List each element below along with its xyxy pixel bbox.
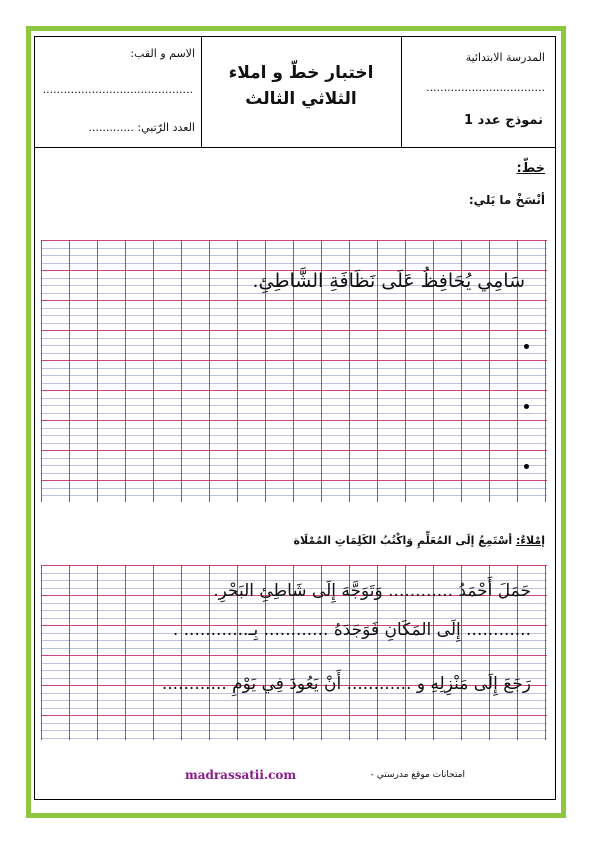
grid-column-line [237,240,238,502]
school-name-field[interactable]: .................................. [426,81,545,94]
grid-line [41,730,547,731]
grid-line [41,308,547,309]
grid-column-line [181,565,182,740]
grid-line [41,323,547,324]
dictation-line-2: ............ إِلَى المَكَانِ فَوَجَدَهُ ............ بِـ............ . [172,620,531,640]
grid-line [41,640,547,641]
grid-line [41,473,547,474]
name-label: الاسم و القب: [130,47,195,60]
grid-line [41,428,547,429]
grid-column-line [181,240,182,502]
dictation-instruction: أسْتَمِعُ إلَى المُعَلِّمِ وَاكْتُبُ الكَلِمَاتِ المُمْلَاة [293,534,517,547]
grid-line [41,488,547,489]
grid-line [41,443,547,444]
grid-line [41,450,547,451]
grid-line [41,603,547,604]
grid-line [41,618,547,619]
grid-column-line [97,565,98,740]
grid-line [41,420,547,421]
grid-line [41,248,547,249]
grid-line [41,368,547,369]
bullet-1 [524,344,529,349]
grid-column-line [545,240,546,502]
exam-sheet [34,36,556,800]
grid-line [41,573,547,574]
grid-column-line [545,565,546,740]
grid-line [41,648,547,649]
grid-line [41,330,547,331]
grid-line [41,708,547,709]
header-divider-right [401,37,402,147]
grid-line [41,723,547,724]
grid-line [41,738,547,739]
grid-line [41,360,547,361]
footer-credit: امتحانات موقع مدرستي - [370,770,465,780]
grid-column-line [41,240,42,502]
grid-line [41,465,547,466]
grid-column-line [209,565,210,740]
grid-column-line [153,240,154,502]
site-name: madrassatii.com [185,768,297,782]
grid-line [41,458,547,459]
grid-line [41,663,547,664]
grid-column-line [153,565,154,740]
grid-line [41,353,547,354]
grid-column-line [209,240,210,502]
exam-term: الثلاثي الثالث [245,89,357,109]
grid-column-line [69,565,70,740]
grid-line [41,405,547,406]
school-label: المدرسة الابتدائية [465,51,545,64]
rank-field[interactable]: العدد الرّتبي: ............. [88,121,195,134]
grid-line [41,390,547,391]
grid-column-line [125,240,126,502]
grid-line [41,255,547,256]
exam-title: اختبار خطّ و املاء [228,63,374,83]
grid-line [41,375,547,376]
name-field[interactable]: ........................................... [42,83,193,96]
grid-line [41,398,547,399]
dictation-title: إمْلاءٌ: [516,534,545,547]
grid-line [41,610,547,611]
grid-line [41,240,547,241]
grid-column-line [125,565,126,740]
grid-line [41,670,547,671]
grid-line [41,435,547,436]
header [35,37,555,148]
grid-column-line [97,240,98,502]
handwriting-title: خطّ: [516,161,545,176]
model-sentence: سَامِي يُحَافِظُ عَلَى نَظَافَةِ الشَّاطِئِ. [252,270,525,292]
dictation-line-3: رَجَعَ إِلَى مَنْزِلِهِ و ............ أَنْ يَعُودَ فِي يَوْمِ ............ [161,674,531,694]
bullet-3 [524,464,529,469]
grid-line [41,345,547,346]
model-number: نموذج عدد 1 [464,113,543,128]
grid-line [41,300,547,301]
grid-line [41,480,547,481]
bullet-2 [524,404,529,409]
grid-line [41,383,547,384]
grid-line [41,565,547,566]
dictation-heading [293,534,545,547]
grid-line [41,293,547,294]
handwriting-instruction: أنْسَخْ ما يَلي: [468,193,545,207]
grid-line [41,655,547,656]
grid-line [41,263,547,264]
dictation-line-1: حَمَلَ أَحْمَدُ ............ وَتَوَجَّهَ إِلَى شَاطِئِ البَحْرِ. [213,581,531,601]
grid-column-line [69,240,70,502]
grid-column-line [41,565,42,740]
grid-line [41,715,547,716]
grid-line [41,700,547,701]
grid-line [41,495,547,496]
grid-line [41,413,547,414]
grid-line [41,338,547,339]
grid-line [41,315,547,316]
